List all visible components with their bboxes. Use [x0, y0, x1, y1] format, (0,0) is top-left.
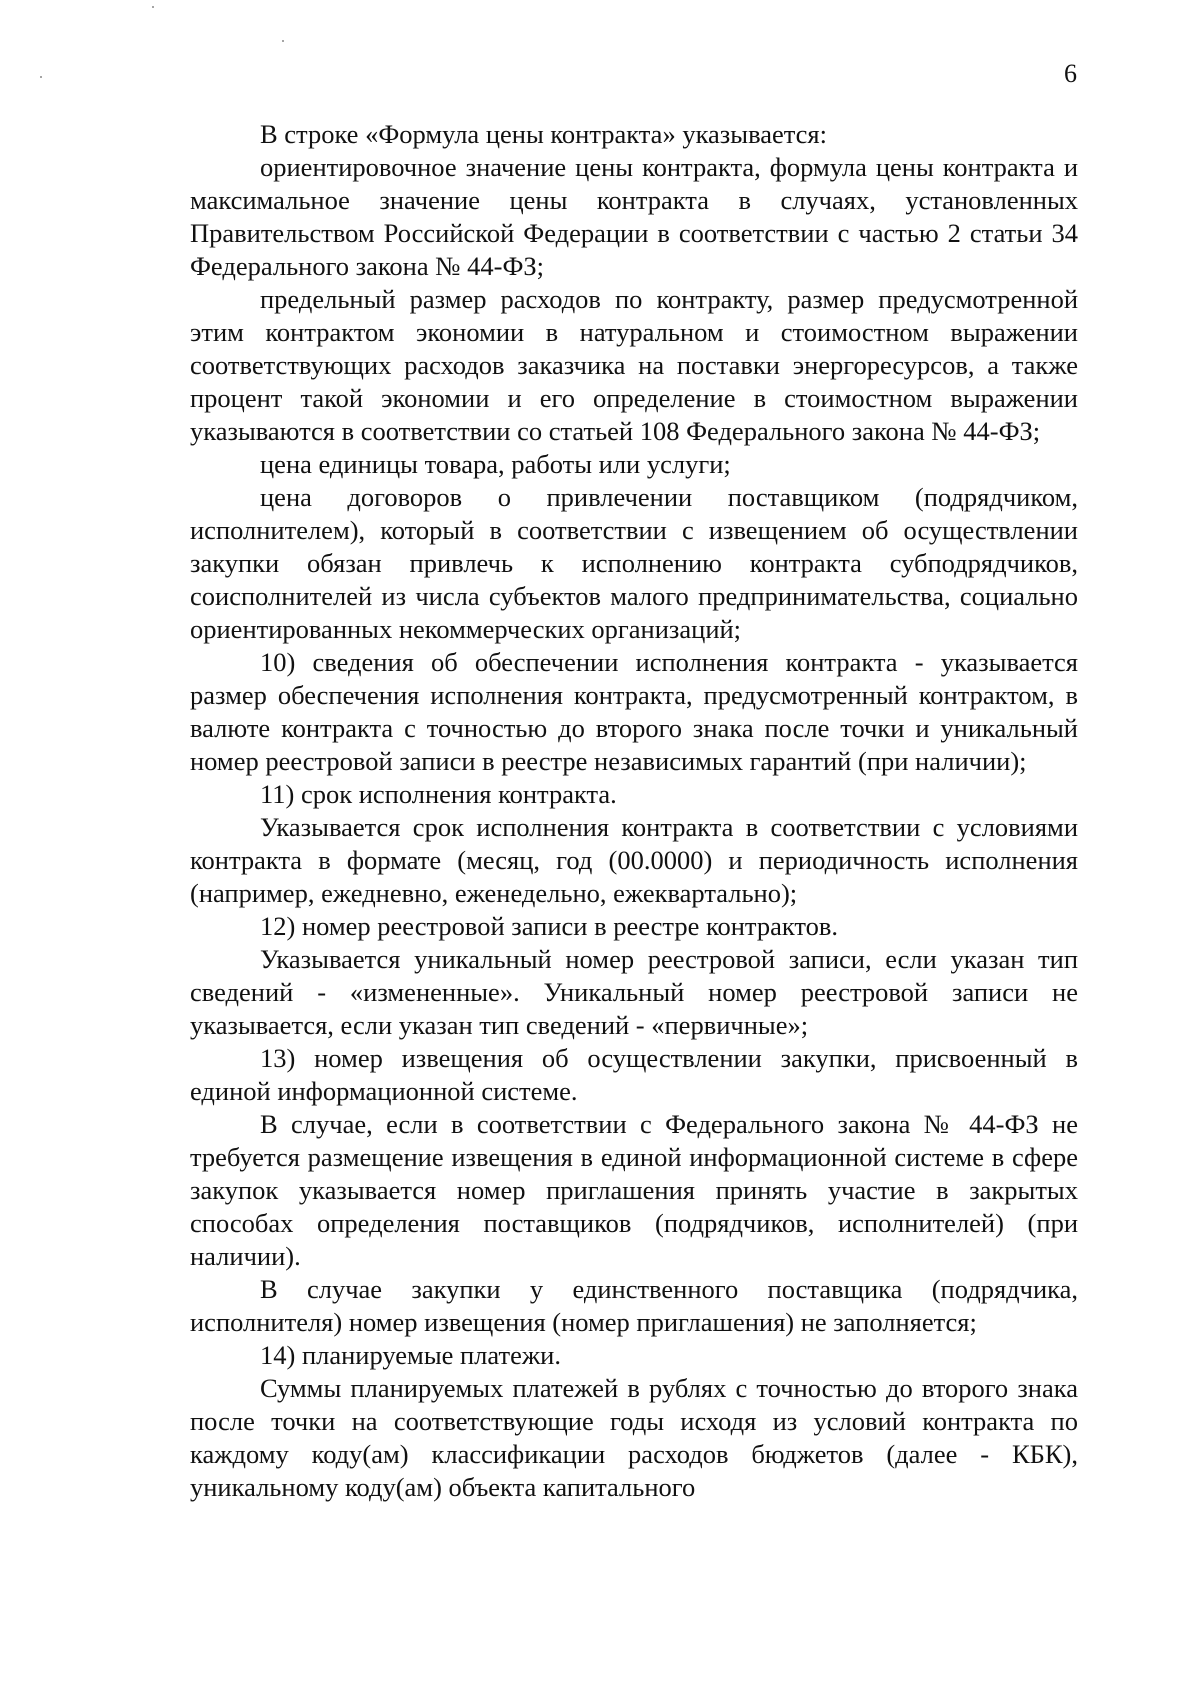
paragraph-estimated-price: ориентировочное значение цены контракта, формула цены контракта и максимальное значение цены контракта в случаях, установленных Правительством Российской Федерации в соответствии с частью 2 статьи 34 Федерального закона № 44-ФЗ; [190, 152, 1078, 281]
paragraph-subcontract-price: цена договоров о привлечении поставщиком (подрядчиком, исполнителем), который в соответствии с извещением об осуществлении закупки обязан привлечь к исполнению контракта субподрядчиков, соисполнителей из числа субъектов малого предпринимательства, социально ориентированных некоммерческих организаций; [190, 482, 1078, 644]
paragraph-item-10-security: 10) сведения об обеспечении исполнения контракта - указывается размер обеспечения исполнения контракта, предусмотренный контрактом, в валюте контракта с точностью до второго знака после точки и уникальный номер реестровой записи в реестре независимых гарантий (при наличии); [190, 647, 1078, 776]
paragraph-notice-details: В случае, если в соответствии с Федерального закона № 44-ФЗ не требуется размещение извещения в единой информационной системе в сфере закупок указывается номер приглашения принять участие в закрытых способах определения поставщиков (подрядчиков, исполнителей) (при наличии). [190, 1109, 1078, 1271]
paragraph-price-formula-heading: В строке «Формула цены контракта» указывается: [260, 119, 827, 149]
scan-speck [152, 6, 154, 8]
paragraph-item-14-payments: 14) планируемые платежи. [260, 1340, 561, 1370]
scan-speck [282, 40, 284, 42]
paragraph-term-details: Указывается срок исполнения контракта в соответствии с условиями контракта в формате (месяц, год (00.0000) и периодичность исполнения (например, ежедневно, еженедельно, ежеквартально); [190, 812, 1078, 908]
paragraph-item-12-registry: 12) номер реестровой записи в реестре контрактов. [260, 911, 838, 941]
paragraph-item-13-notice: 13) номер извещения об осуществлении закупки, присвоенный в единой информационной системе. [190, 1043, 1078, 1106]
paragraph-max-expenses: предельный размер расходов по контракту, размер предусмотренной этим контрактом экономии в натуральном и стоимостном выражении соответствующих расходов заказчика на поставки энергоресурсов, а также процент такой экономии и его определение в стоимостном выражении указываются в соответствии со статьей 108 Федерального закона № 44-ФЗ; [190, 284, 1078, 446]
paragraph-single-supplier: В случае закупки у единственного поставщика (подрядчика, исполнителя) номер извещения (номер приглашения) не заполняется; [190, 1274, 1078, 1337]
paragraph-item-11-term: 11) срок исполнения контракта. [260, 779, 617, 809]
paragraph-unit-price: цена единицы товара, работы или услуги; [260, 449, 731, 479]
document-body [190, 118, 1078, 1504]
page-number: 6 [1064, 59, 1077, 88]
scan-speck [40, 76, 42, 78]
paragraph-payments-details: Суммы планируемых платежей в рублях с точностью до второго знака после точки на соответствующие годы исходя из условий контракта по каждому коду(ам) классификации расходов бюджетов (далее - КБК), уникальному коду(ам) объекта капитального [190, 1373, 1078, 1502]
paragraph-registry-details: Указывается уникальный номер реестровой записи, если указан тип сведений - «измененные». Уникальный номер реестровой записи не указывается, если указан тип сведений - «первичные»; [190, 944, 1078, 1040]
